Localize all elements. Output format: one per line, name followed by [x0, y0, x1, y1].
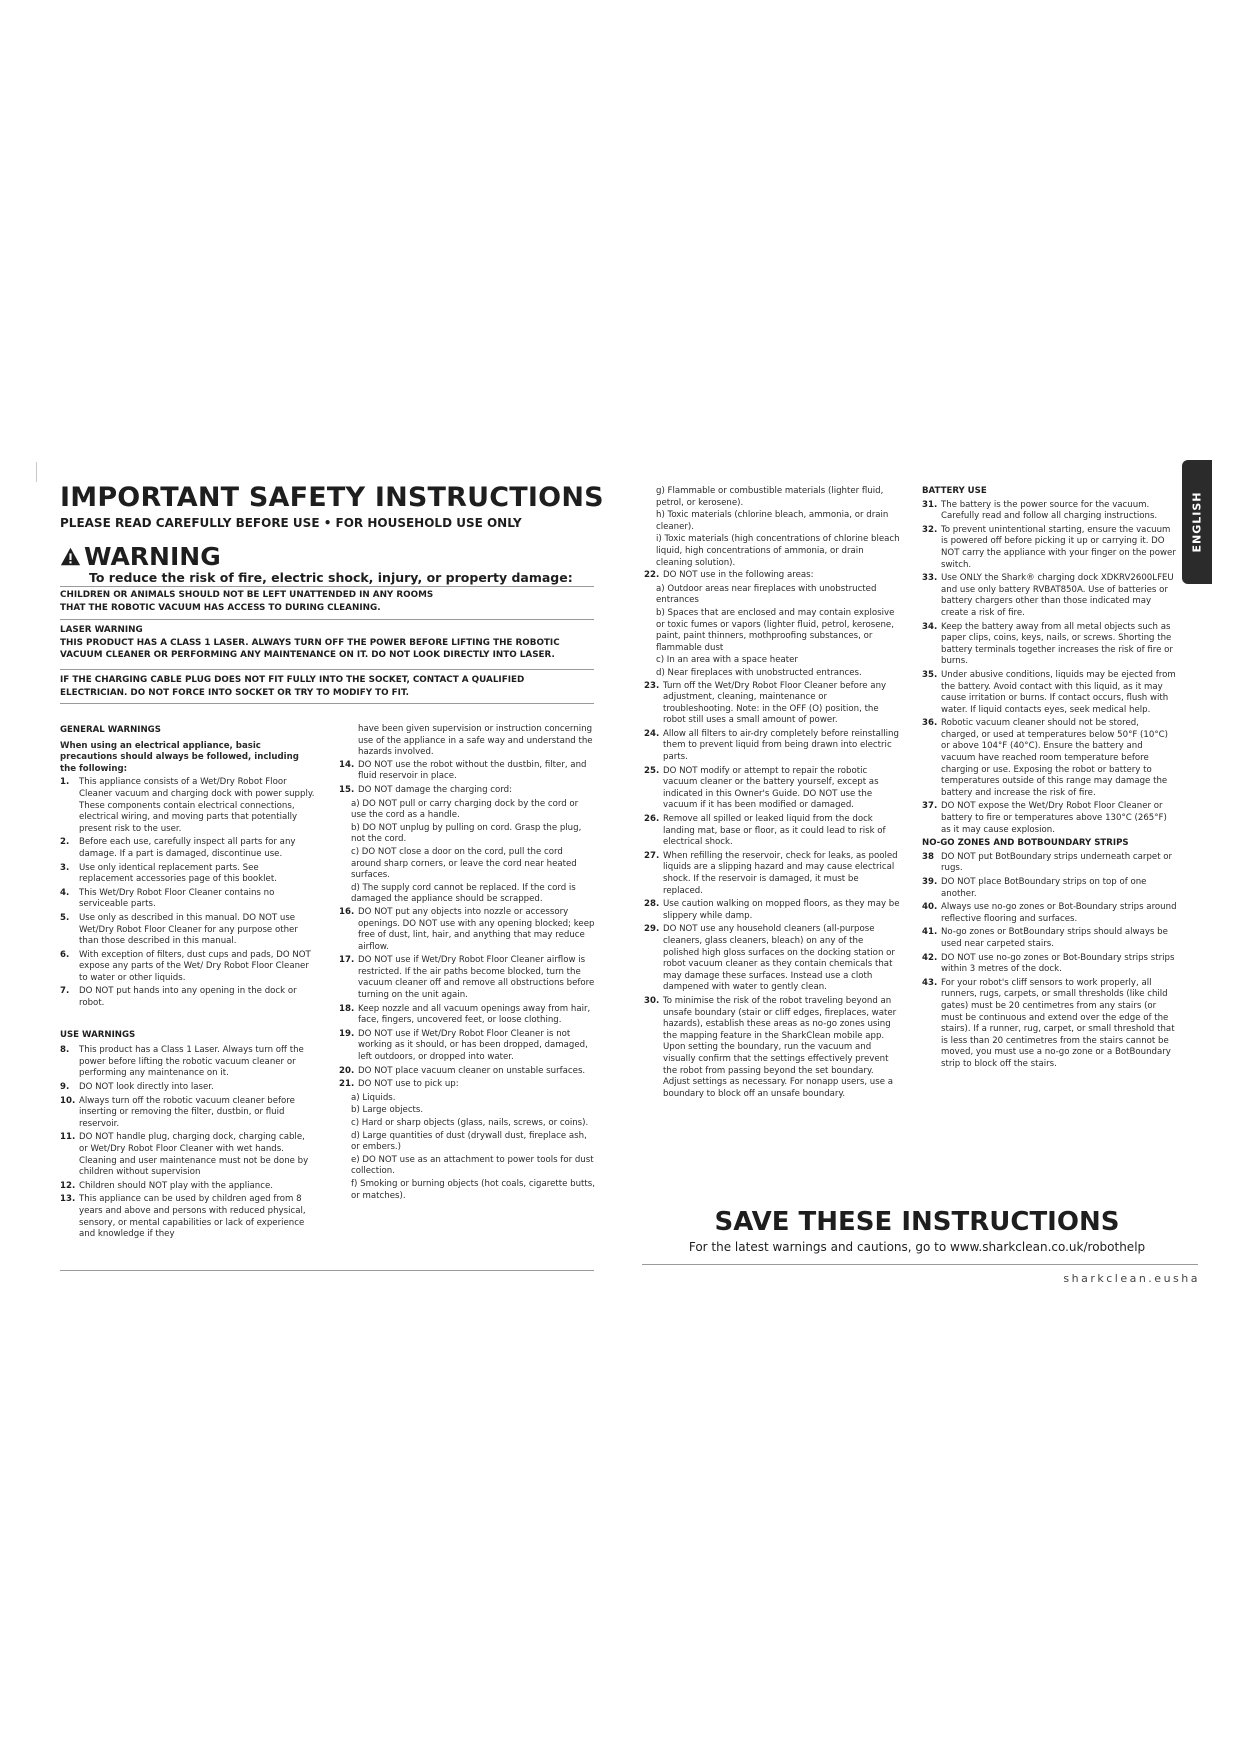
item-text: DO NOT put any objects into nozzle or accessory openings. DO NOT use with any opening blocked; keep free of dust, lint, hair, and anything that may reduce airflow.	[358, 906, 595, 952]
list-item	[922, 978, 1178, 1071]
list-item	[922, 670, 1178, 716]
use-warnings-list	[60, 1045, 315, 1241]
item-text: DO NOT damage the charging cord:	[358, 784, 512, 795]
item-number: 33.	[922, 573, 938, 584]
item-number: 34.	[922, 621, 938, 632]
item-number: 18.	[339, 1003, 355, 1014]
list-item	[644, 851, 900, 897]
item-number: 7.	[60, 986, 70, 997]
no-go-zones-heading: NO-GO ZONES AND BOTBOUNDARY STRIPS	[922, 838, 1129, 849]
item-text: DO NOT place BotBoundary strips on top of one another.	[941, 877, 1147, 899]
list-item	[339, 785, 595, 797]
sub-item: e) DO NOT use as an attachment to power tools for dust collection.	[351, 1154, 594, 1177]
item-text: Always use no-go zones or Bot-Boundary strips around reflective flooring and surfaces.	[941, 902, 1177, 924]
item-number: 26.	[644, 814, 660, 825]
children-notice: CHILDREN OR ANIMALS SHOULD NOT BE LEFT UNATTENDED IN ANY ROOMS THAT THE ROBOTIC VACUUM HAS ACCESS TO DURING CLEANING.	[60, 590, 434, 613]
list-item	[60, 950, 315, 985]
sub-item: b) Large objects.	[351, 1105, 424, 1116]
sub-item: b) DO NOT unplug by pulling on cord. Grasp the plug, not the cord.	[351, 822, 582, 845]
list-item	[922, 801, 1178, 836]
list-item	[339, 760, 595, 783]
item-number: 30.	[644, 995, 660, 1006]
item-text: Robotic vacuum cleaner should not be stored, charged, or used at temperatures below 50°F (10°C) or above 104°F (40°C). Ensure the battery and vacuum have reached room temperature before charging or use. Exposing the robot or battery to temperatures outside of this range may damage the battery and increase the risk of fire.	[941, 718, 1168, 798]
sub-item: c) DO NOT close a door on the cord, pull the cord around sharp corners, or leave the cord near heated surfaces.	[351, 846, 577, 881]
item-number: 39.	[922, 877, 938, 887]
language-tab-label: ENGLISH	[1190, 491, 1204, 553]
item-text: For your robot's cliff sensors to work properly, all runners, rugs, carpets, or small thresholds (like child gates) must be 20 centimetres from any stairs (or must be continuous and extend over the edge of the stairs). If a runner, rug, carpet, or small threshold that is less than 20 centimetres from the stairs cannot be moved, you must use a no-go zone or a BotBoundary strip to block off the stairs.	[941, 977, 1175, 1069]
column-1	[60, 725, 315, 1243]
footer-brand: sharkclean.eusha	[1063, 1272, 1200, 1285]
item-number: 19.	[339, 1028, 355, 1039]
item-number: 42.	[922, 952, 938, 963]
item-number: 8.	[60, 1045, 70, 1056]
item-number: 10.	[60, 1095, 76, 1106]
list-item	[339, 1004, 595, 1027]
list-item	[60, 1194, 315, 1240]
warning-triangle-icon	[60, 546, 81, 567]
item-text: DO NOT place vacuum cleaner on unstable surfaces.	[358, 1065, 586, 1076]
battery-list	[922, 500, 1178, 837]
general-warnings-heading: GENERAL WARNINGS	[60, 725, 161, 735]
plug-notice: IF THE CHARGING CABLE PLUG DOES NOT FIT FULLY INTO THE SOCKET, CONTACT A QUALIFIED ELECTRICIAN. DO NOT FORCE INTO SOCKET OR TRY TO MODIFY TO FIT.	[60, 675, 525, 698]
list-item	[644, 814, 900, 849]
item-text: DO NOT put hands into any opening in the dock or robot.	[79, 986, 297, 1009]
save-instructions-subtitle: For the latest warnings and cautions, go to www.sharkclean.co.uk/robothelp	[688, 1240, 1146, 1254]
warnings-list-14-21	[339, 760, 595, 1202]
list-item	[60, 1082, 315, 1094]
divider	[60, 619, 594, 620]
item-text: This product has a Class 1 Laser. Always turn off the power before lifting the robotic vacuum cleaner or performing any maintenance on it.	[79, 1045, 304, 1079]
list-item	[644, 766, 900, 812]
laser-notice: LASER WARNING THIS PRODUCT HAS A CLASS 1 LASER. ALWAYS TURN OFF THE POWER BEFORE LIFTING THE ROBOTIC VACUUM CLEANER OR PERFORMING ANY MAINTENANCE ON IT. DO NOT LOOK DIRECTLY INTO LASER.	[60, 624, 620, 662]
list-item	[644, 570, 900, 582]
general-warnings-list	[60, 777, 315, 1009]
item-number: 36.	[922, 718, 938, 729]
laser-heading: LASER WARNING	[60, 625, 143, 635]
divider	[60, 586, 594, 587]
item-text: Always turn off the robotic vacuum cleaner before inserting or removing the filter, dustbin, or fluid reservoir.	[79, 1095, 295, 1129]
list-item	[339, 1029, 595, 1064]
item-text: To prevent unintentional starting, ensure the vacuum is powered off before picking it up or carrying it. DO NOT carry the appliance with your finger on the power switch.	[941, 524, 1176, 570]
item-text: When refilling the reservoir, check for leaks, as pooled liquids are a slipping hazard and may cause electrical shock. If the reservoir is damaged, it must be replaced.	[663, 850, 898, 896]
save-instructions-title: SAVE THESE INSTRUCTIONS	[714, 1207, 1120, 1237]
column-4	[922, 486, 1178, 1073]
item-number: 13.	[60, 1194, 76, 1205]
item-text: This Wet/Dry Robot Floor Cleaner contains no serviceable parts.	[79, 887, 275, 910]
item-text: DO NOT modify or attempt to repair the robotic vacuum cleaner or the battery yourself, except as indicated in this Owner's Guide. DO NOT use the vacuum if it has been modified or damaged.	[663, 765, 879, 811]
item-text: Use ONLY the Shark® charging dock XDKRV2600LFEU and use only battery RVBAT850A. Use of batteries or battery chargers other than those indicated may create a risk of fire.	[941, 573, 1174, 618]
list-item	[922, 927, 1178, 950]
item-text: DO NOT use if Wet/Dry Robot Floor Cleaner airflow is restricted. If the air paths become blocked, turn the vacuum cleaner off and remove all obstructions before turning on the unit again.	[358, 955, 595, 1001]
divider	[60, 1270, 594, 1271]
list-item	[60, 837, 315, 860]
item-number: 16.	[339, 906, 355, 917]
list-item	[60, 913, 315, 948]
item-number: 14.	[339, 759, 355, 770]
item-text: DO NOT use the robot without the dustbin, filter, and fluid reservoir in place.	[358, 759, 587, 782]
item-text: Use only as described in this manual. DO NOT use Wet/Dry Robot Floor Cleaner for any purpose other than those described in this manual.	[79, 912, 298, 947]
warning-subtitle: To reduce the risk of fire, electric shock, injury, or property damage:	[89, 570, 573, 585]
list-item	[339, 955, 595, 1001]
item-text: DO NOT look directly into laser.	[79, 1082, 214, 1093]
list-item	[922, 953, 1178, 976]
item-number: 6.	[60, 949, 70, 960]
page-title: IMPORTANT SAFETY INSTRUCTIONS	[60, 482, 604, 513]
item-text: Keep nozzle and all vacuum openings away from hair, face, fingers, uncovered feet, or loose clothing.	[358, 1003, 591, 1026]
item-text: The battery is the power source for the vacuum. Carefully read and follow all charging instructions.	[941, 499, 1158, 522]
list-item	[922, 573, 1178, 619]
item-number: 15.	[339, 784, 355, 795]
list-item	[922, 852, 1178, 875]
item-number: 31.	[922, 499, 938, 510]
item-number: 38	[922, 851, 934, 862]
item-number: 12.	[60, 1180, 76, 1191]
sub-item: a) Liquids.	[351, 1092, 396, 1103]
item-number: 20.	[339, 1065, 355, 1076]
item-number: 23.	[644, 680, 660, 691]
item-text: DO NOT use any household cleaners (all-purpose cleaners, glass cleaners, bleach) on any of the polished high gloss surfaces on the docking station or robot vacuum cleaner as they contain chemicals that may damage these surfaces. Instead use a cloth dampened with water to gently clean.	[663, 924, 895, 993]
item-text: Keep the battery away from all metal objects such as paper clips, coins, keys, nails, or screws. Shorting the battery terminals together increases the risk of fire or burns.	[941, 621, 1173, 667]
item-number: 40.	[922, 902, 938, 913]
language-tab	[1182, 460, 1212, 584]
list-item	[922, 525, 1178, 571]
item-text: DO NOT use no-go zones or Bot-Boundary strips strips within 3 metres of the dock.	[941, 952, 1175, 975]
item-number: 4.	[60, 887, 70, 898]
item-text: Before each use, carefully inspect all parts for any damage. If a part is damaged, discontinue use.	[79, 837, 296, 859]
item-number: 9.	[60, 1082, 70, 1093]
list-item	[60, 777, 315, 835]
list-item	[922, 622, 1178, 668]
divider	[60, 669, 594, 670]
item-number: 37.	[922, 801, 938, 812]
item-text: DO NOT handle plug, charging dock, charging cable, or Wet/Dry Robot Floor Cleaner with wet hands. Cleaning and user maintenance must not be done by children without supervision	[79, 1132, 309, 1178]
page-subtitle: PLEASE READ CAREFULLY BEFORE USE • FOR HOUSEHOLD USE ONLY	[60, 516, 522, 530]
item-number: 1.	[60, 777, 70, 788]
item-text: DO NOT put BotBoundary strips underneath carpet or rugs.	[941, 851, 1173, 874]
item-text: Turn off the Wet/Dry Robot Floor Cleaner before any adjustment, cleaning, maintenance or troubleshooting. Note: in the OFF (O) position, the robot still uses a small amount of power.	[663, 680, 887, 726]
item-number: 17.	[339, 955, 355, 966]
item-text: Use caution walking on mopped floors, as they may be slippery while damp.	[663, 899, 900, 921]
list-item	[60, 1045, 315, 1080]
item-text: To minimise the risk of the robot traveling beyond an unsafe boundary (stair or cliff edges, fireplaces, water hazards), establish these areas as no-go zones using the mapping feature in the SharkClean mobile app. Upon setting the boundary, run the vacuum and visually confirm that the settings effectively prevent the robot from passing beyond the set boundary. Adjust settings as necessary. For nonapp users, use a boundary to block off an unsafe boundary.	[663, 995, 897, 1099]
item-number: 43.	[922, 977, 938, 988]
sub-item: g) Flammable or combustible materials (lighter fluid, petrol, or kerosene).	[656, 486, 884, 508]
item-number: 29.	[644, 924, 660, 935]
item-number: 28.	[644, 899, 660, 910]
item-text: DO NOT use to pick up:	[358, 1079, 459, 1090]
item-number: 27.	[644, 850, 660, 861]
item-number: 25.	[644, 765, 660, 776]
column-3	[644, 486, 900, 1102]
list-item	[339, 907, 595, 953]
sub-item: a) Outdoor areas near fireplaces with unobstructed entrances	[656, 583, 877, 606]
use-warnings-heading: USE WARNINGS	[60, 1029, 136, 1040]
item-text: Children should NOT play with the appliance.	[79, 1180, 273, 1191]
item-text: DO NOT use in the following areas:	[663, 570, 814, 581]
sub-item: d) Large quantities of dust (drywall dust, fireplace ash, or embers.)	[351, 1130, 587, 1153]
list-item	[644, 729, 900, 764]
list-item	[644, 899, 900, 922]
list-item	[339, 1079, 595, 1091]
battery-use-heading: BATTERY USE	[922, 486, 987, 496]
item-text: With exception of filters, dust cups and pads, DO NOT expose any parts of the Wet/ Dry Robot Floor Cleaner to water or other liquids.	[79, 949, 311, 983]
sub-item: d) Near fireplaces with unobstructed entrances.	[656, 667, 862, 678]
sub-item: c) Hard or sharp objects (glass, nails, screws, or coins).	[351, 1118, 589, 1128]
item-number: 41.	[922, 927, 938, 938]
item-number: 11.	[60, 1132, 76, 1143]
item-text: DO NOT expose the Wet/Dry Robot Floor Cleaner or battery to fire or temperatures above 130°C (265°F) as it may cause explosion.	[941, 801, 1167, 835]
column-2	[339, 724, 595, 1203]
item-number: 2.	[60, 837, 70, 848]
general-warnings-intro: When using an electrical appliance, basic precautions should always be followed, including the following:	[60, 740, 299, 774]
no-go-list	[922, 852, 1178, 1071]
item-text: No-go zones or BotBoundary strips should always be used near carpeted stairs.	[941, 927, 1168, 949]
item-text: This appliance consists of a Wet/Dry Robot Floor Cleaner vacuum and charging dock with power supply. These components contain electrical connections, electrical wiring, and moving parts that potentially present risk to the user.	[79, 777, 315, 834]
sub-item: b) Spaces that are enclosed and may contain explosive or toxic fumes or vapors (lighter fluid, petrol, kerosene, paint, paint thinners, mothproofing substances, or flammable dust	[656, 607, 895, 653]
list-item	[644, 681, 900, 727]
warnings-list-22-30	[644, 486, 900, 1100]
sub-item: d) The supply cord cannot be replaced. If the cord is damaged the appliance should be scrapped.	[351, 882, 576, 905]
list-item	[60, 888, 315, 911]
sub-item: i) Toxic materials (high concentrations of chlorine bleach liquid, high concentrations of ammonia, or drain cleaning solution).	[656, 534, 900, 568]
list-item	[60, 1096, 315, 1131]
list-item	[922, 877, 1178, 900]
item-text: Use only identical replacement parts. See replacement accessories page of this booklet.	[79, 862, 277, 885]
list-item	[60, 986, 315, 1009]
item-number: 22.	[644, 570, 660, 581]
item-text: Under abusive conditions, liquids may be ejected from the battery. Avoid contact with this liquid, as it may cause irritation or burns. If contact occurs, flush with water. If liquid contacts eyes, seek medical help.	[941, 669, 1176, 715]
sub-item: c) In an area with a space heater	[656, 655, 798, 666]
continued-text: have been given supervision or instruction concerning use of the appliance in a safe way and understand the hazards involved.	[358, 724, 593, 758]
page-edge-mark	[36, 462, 37, 482]
item-text: Allow all filters to air-dry completely before reinstalling them to prevent liquid from being drawn into electric parts.	[663, 728, 899, 763]
list-item	[60, 1132, 315, 1178]
item-number: 24.	[644, 728, 660, 739]
item-number: 3.	[60, 862, 70, 873]
item-number: 35.	[922, 669, 938, 680]
sub-item: a) DO NOT pull or carry charging dock by the cord or use the cord as a handle.	[351, 798, 579, 821]
item-number: 32.	[922, 524, 938, 535]
divider	[60, 703, 594, 704]
warning-heading	[60, 542, 221, 571]
list-item	[922, 500, 1178, 523]
divider	[642, 1264, 1198, 1265]
item-number: 21.	[339, 1079, 355, 1090]
list-item	[644, 924, 900, 994]
list-item	[922, 718, 1178, 799]
sub-item: f) Smoking or burning objects (hot coals, cigarette butts, or matches).	[351, 1178, 595, 1201]
list-item	[339, 1066, 595, 1078]
item-text: Remove all spilled or leaked liquid from the dock landing mat, base or floor, as it could lead to risk of electrical shock.	[663, 814, 886, 848]
warning-title: WARNING	[84, 542, 221, 571]
list-item	[644, 996, 900, 1100]
list-item	[60, 863, 315, 886]
item-text: This appliance can be used by children aged from 8 years and above and persons with reduced physical, sensory, or mental capabilities or lack of experience and knowledge if they	[79, 1194, 306, 1240]
sub-item: h) Toxic materials (chlorine bleach, ammonia, or drain cleaner).	[656, 510, 889, 532]
item-text: DO NOT use if Wet/Dry Robot Floor Cleaner is not working as it should, or has been dropped, damaged, left outdoors, or dropped into water.	[358, 1028, 588, 1063]
list-item	[922, 902, 1178, 925]
item-number: 5.	[60, 912, 70, 923]
list-item	[60, 1181, 315, 1193]
